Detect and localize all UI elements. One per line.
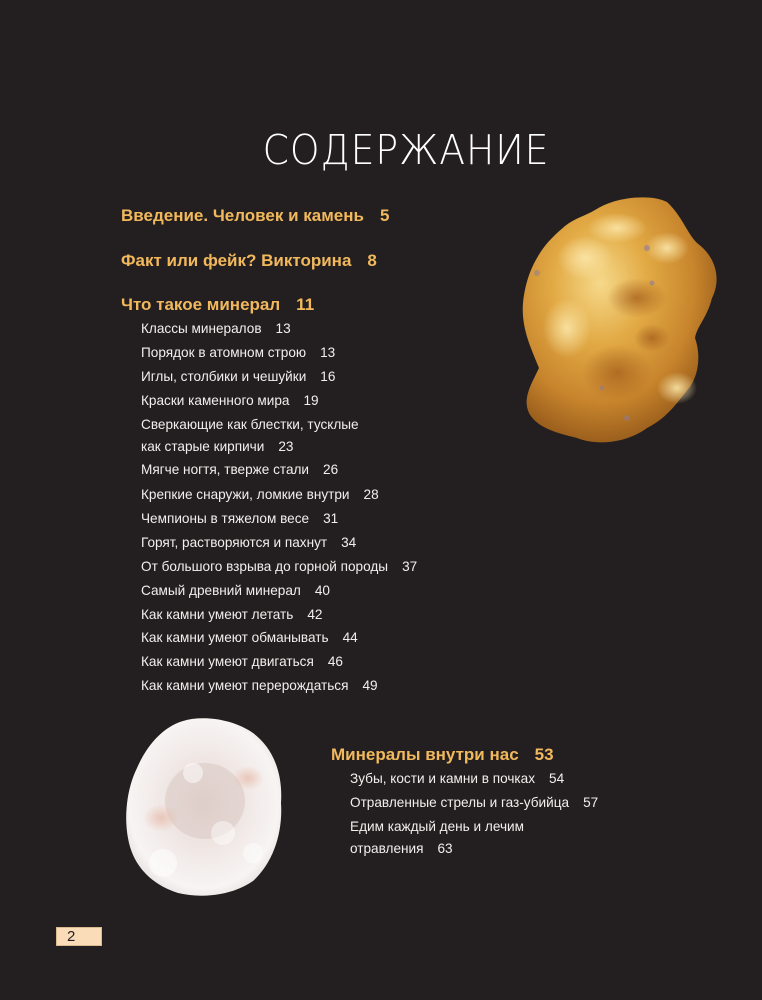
- toc-page-number: 54: [549, 771, 565, 786]
- toc-item[interactable]: [141, 583, 330, 599]
- toc-item-label: Как камни умеют летать: [141, 607, 294, 622]
- toc-item[interactable]: [141, 535, 356, 551]
- toc-item[interactable]: [141, 678, 378, 694]
- toc-item[interactable]: [141, 630, 358, 646]
- toc-item-label: Отравленные стрелы и газ-убийца: [350, 795, 570, 810]
- toc-item-label: Зубы, кости и камни в почках: [350, 771, 536, 786]
- toc-item[interactable]: [141, 393, 319, 409]
- toc-item[interactable]: [141, 487, 379, 503]
- toc-page-number: 40: [314, 583, 330, 598]
- toc-page-number: 49: [362, 678, 378, 693]
- gold-nugget-icon: [517, 188, 719, 448]
- toc-item-label: Сверкающие как блестки, тусклые: [141, 417, 359, 432]
- toc-item-continuation[interactable]: [350, 841, 453, 857]
- toc-item-label: Порядок в атомном строю: [141, 345, 307, 360]
- toc-page-number: 5: [379, 206, 390, 225]
- toc-item-label: Как камни умеют двигаться: [141, 654, 314, 669]
- toc-heading-quiz[interactable]: [121, 251, 377, 271]
- toc-page-number: 28: [363, 487, 379, 502]
- gold-nugget-image: [517, 188, 719, 448]
- toc-item-label: От большого взрыва до горной породы: [141, 559, 389, 574]
- toc-page-number: 19: [303, 393, 319, 408]
- toc-item[interactable]: [141, 321, 291, 337]
- toc-page-number: 26: [323, 462, 339, 477]
- toc-page-number: 34: [341, 535, 357, 550]
- toc-item[interactable]: [350, 795, 598, 811]
- page-number-badge: 2: [56, 927, 102, 946]
- toc-heading-intro[interactable]: [121, 206, 389, 226]
- toc-page-number: 13: [320, 345, 336, 360]
- toc-heading-what-is-mineral[interactable]: [121, 295, 314, 315]
- toc-page-number: 63: [437, 841, 453, 856]
- toc-item[interactable]: [141, 511, 338, 527]
- toc-item-label: Как камни умеют перерождаться: [141, 678, 349, 693]
- toc-item[interactable]: [141, 654, 343, 670]
- toc-page-number: 16: [320, 369, 336, 384]
- toc-item-label: Едим каждый день и лечим: [350, 819, 524, 834]
- toc-item-continuation[interactable]: [141, 439, 293, 455]
- toc-item[interactable]: [141, 417, 359, 433]
- toc-item-label: как старые кирпичи: [141, 439, 265, 454]
- toc-heading-label: Минералы внутри нас: [331, 745, 519, 764]
- toc-item-label: Классы минералов: [141, 321, 262, 336]
- quartz-geode-icon: [123, 713, 285, 899]
- toc-page-number: 37: [402, 559, 418, 574]
- toc-page-number: 53: [534, 745, 554, 764]
- toc-item[interactable]: [350, 771, 564, 787]
- toc-item[interactable]: [141, 559, 417, 575]
- toc-page-number: 44: [342, 630, 358, 645]
- toc-item-label: Чемпионы в тяжелом весе: [141, 511, 310, 526]
- toc-heading-minerals-inside-us[interactable]: [331, 745, 554, 765]
- toc-page-number: 46: [327, 654, 343, 669]
- page-title: СОДЕРЖАНИЕ: [262, 126, 550, 174]
- toc-item-label: Как камни умеют обманывать: [141, 630, 329, 645]
- toc-item-label: Мягче ногтя, тверже стали: [141, 462, 310, 477]
- toc-heading-label: Введение. Человек и камень: [121, 206, 364, 225]
- toc-heading-label: Факт или фейк? Викторина: [121, 251, 352, 270]
- toc-item[interactable]: [141, 345, 335, 361]
- toc-heading-label: Что такое минерал: [121, 295, 281, 314]
- toc-item[interactable]: [141, 607, 323, 623]
- toc-item[interactable]: [350, 819, 524, 835]
- toc-page-number: 31: [323, 511, 339, 526]
- toc-page-number: 23: [278, 439, 294, 454]
- toc-item[interactable]: [141, 369, 335, 385]
- toc-item-label: Крепкие снаружи, ломкие внутри: [141, 487, 350, 502]
- toc-page-number: 57: [583, 795, 599, 810]
- quartz-geode-image: [123, 713, 285, 899]
- toc-item[interactable]: [141, 462, 338, 478]
- toc-page-number: 8: [367, 251, 377, 270]
- toc-page-number: 11: [296, 295, 315, 314]
- toc-item-label: Иглы, столбики и чешуйки: [141, 369, 307, 384]
- toc-page-number: 13: [275, 321, 291, 336]
- toc-item-label: Горят, растворяются и пахнут: [141, 535, 328, 550]
- toc-item-label: Краски каменного мира: [141, 393, 290, 408]
- toc-item-label: отравления: [350, 841, 424, 856]
- toc-page-number: 42: [307, 607, 323, 622]
- toc-item-label: Самый древний минерал: [141, 583, 301, 598]
